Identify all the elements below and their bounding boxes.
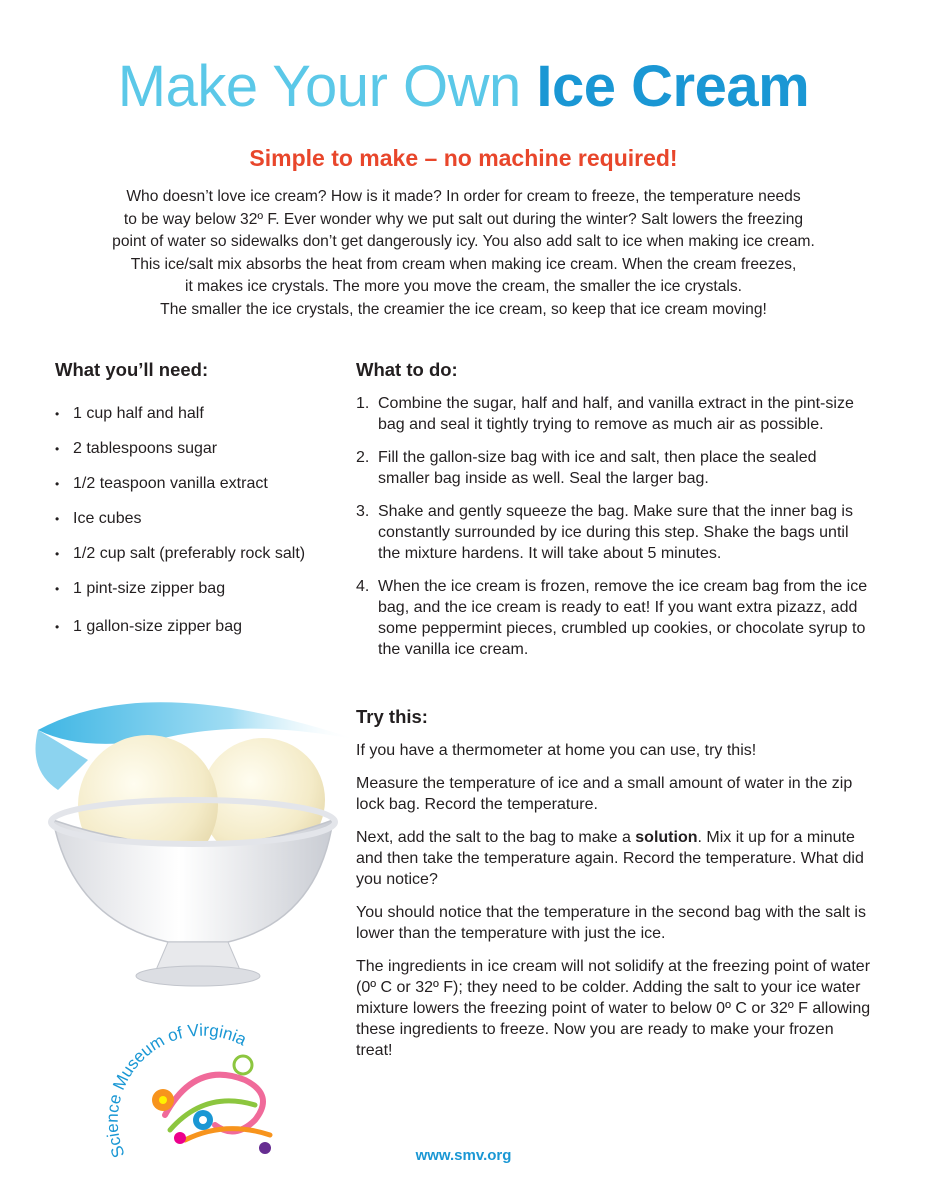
step-number: 2.: [356, 449, 370, 466]
blue-swoosh: [38, 702, 358, 744]
list-item: • 1 cup half and half: [55, 404, 305, 439]
step-text: Combine the sugar, half and half, and vanilla extract in the pint-size bag and seal it tightly trying to remove as much air as possible.: [378, 395, 854, 433]
title-part-2: Ice Cream: [536, 54, 810, 119]
list-item: • 1/2 cup salt (preferably rock salt): [55, 544, 305, 579]
steps-heading: What to do:: [356, 359, 458, 380]
intro-line: This ice/salt mix absorbs the heat from cream when making ice cream. When the cream freezes,: [130, 255, 797, 273]
intro-line: it makes ice crystals. The more you move the cream, the smaller the ice crystals.: [185, 278, 742, 295]
list-item: • Ice cubes: [55, 509, 305, 544]
subtitle: Simple to make – no machine required!: [249, 145, 678, 171]
try-this-heading: Try this:: [356, 706, 428, 727]
step-number: 1.: [356, 395, 370, 412]
try-this-section: [356, 740, 871, 1073]
intro-line: point of water so sidewalks don’t get dangerously icy. You also add salt to ice when making ice cream.: [112, 233, 815, 250]
intro-line: to be way below 32º F. Ever wonder why we put salt out during the winter? Salt lowers the freezing: [123, 210, 804, 228]
list-item: • 2 tablespoons sugar: [55, 439, 305, 474]
logo-text: Science Museum of Virginia: [102, 1020, 250, 1161]
step-item: [356, 501, 871, 564]
try-paragraph: If you have a thermometer at home you can use, try this!: [356, 742, 757, 759]
website-link[interactable]: www.smv.org: [415, 1147, 512, 1164]
try-paragraph: Measure the temperature of ice and a small amount of water in the zip lock bag. Record the temperature.: [356, 775, 853, 813]
try-paragraph: [356, 827, 871, 890]
title-part-1: Make Your Own: [117, 54, 521, 119]
ice-cream-bowl-illustration: [28, 680, 368, 1000]
step-text: When the ice cream is frozen, remove the ice cream bag from the ice bag, and the ice cream is ready to eat! If you want extra pizazz, add some peppermint pieces, crumbled up cookies, or chocolate syrup to the vanilla ice cream.: [378, 578, 868, 658]
step-item: [356, 576, 871, 660]
step-item: [356, 393, 871, 435]
step-number: 4.: [356, 578, 370, 595]
step-text: Fill the gallon-size bag with ice and salt, then place the sealed smaller bag inside as well. Seal the larger bag.: [378, 449, 817, 487]
needs-heading: What you’ll need:: [55, 359, 209, 380]
intro-line: The smaller the ice crystals, the creamier the ice cream, so keep that ice cream moving!: [160, 300, 767, 318]
atom-icon: [234, 1056, 252, 1074]
try-text: . Mix it up for a minute and then take the temperature again. Record the temperature. What did you notice?: [356, 829, 864, 888]
try-text: Next, add the salt to the bag to make a: [356, 829, 636, 846]
solution-term: solution: [635, 829, 698, 846]
list-item: • 1/2 teaspoon vanilla extract: [55, 474, 305, 509]
list-item: • 1 gallon-size zipper bag: [55, 617, 305, 652]
page-title: [0, 54, 927, 119]
try-paragraph: The ingredients in ice cream will not solidify at the freezing point of water (0º C or 32º F); they need to be colder. Adding the salt to your ice water mixture lowers the freezing point of water to below 0º C or 32º F allowing these ingredients to freeze. Now you are ready to make your frozen treat!: [356, 958, 871, 1059]
intro-line: Who doesn’t love ice cream? How is it made? In order for cream to freeze, the temperature needs: [126, 188, 801, 205]
step-number: 3.: [356, 503, 370, 520]
step-item: [356, 447, 871, 489]
intro-paragraph: [60, 186, 867, 321]
bowl-base: [136, 966, 260, 986]
step-list: [356, 393, 871, 672]
ingredient-list: [55, 404, 305, 652]
list-item: • 1 pint-size zipper bag: [55, 579, 305, 617]
step-text: Shake and gently squeeze the bag. Make sure that the inner bag is constantly surrounded by ice during this step. Shake the bags until the mixture hardens. It will take about 5 minutes.: [378, 503, 853, 562]
try-paragraph: You should notice that the temperature in the second bag with the salt is lower than the temperature with just the ice.: [356, 904, 866, 942]
